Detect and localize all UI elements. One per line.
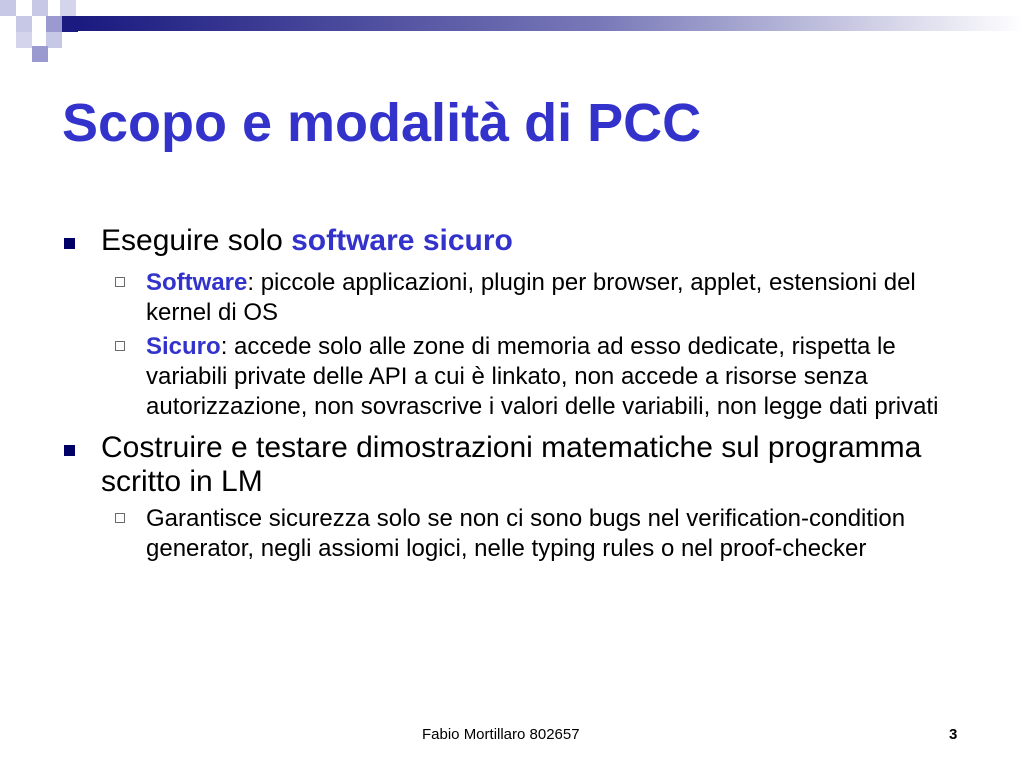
sub-bullet-emphasis: Sicuro xyxy=(146,333,221,360)
header-decoration xyxy=(0,0,1024,70)
deco-square xyxy=(32,46,48,62)
page-number: 3 xyxy=(949,726,958,743)
sub-bullet-text: : piccole applicazioni, plugin per browser, applet, estensioni del kernel di OS xyxy=(146,269,916,326)
bullet-text: Costruire e testare dimostrazioni matematiche sul programma scritto in LM xyxy=(101,431,922,498)
hollow-square-bullet-icon xyxy=(115,277,125,287)
deco-square xyxy=(0,0,16,16)
deco-square xyxy=(46,16,62,32)
sub-bullet-item xyxy=(62,504,962,564)
deco-square xyxy=(16,32,32,48)
header-gradient-bar xyxy=(78,16,1024,31)
hollow-square-bullet-icon xyxy=(115,513,125,523)
bullet-text: Eseguire solo xyxy=(101,224,292,257)
sub-bullet-item xyxy=(62,332,962,422)
sub-bullet-emphasis: Software xyxy=(146,269,248,296)
bullet-emphasis: software sicuro xyxy=(291,224,513,257)
deco-square xyxy=(32,16,48,32)
deco-square xyxy=(16,0,32,16)
deco-square xyxy=(16,16,32,32)
deco-square xyxy=(46,32,62,48)
slide-title: Scopo e modalità di PCC xyxy=(62,93,702,153)
bullet-item xyxy=(62,431,962,499)
deco-square xyxy=(32,0,48,16)
square-bullet-icon xyxy=(64,238,75,249)
sub-bullet-text: Garantisce sicurezza solo se non ci sono bugs nel verification-condition generator, negli assiomi logici, nelle typing rules o nel proof-checker xyxy=(146,505,906,562)
bullet-item xyxy=(62,224,962,258)
hollow-square-bullet-icon xyxy=(115,341,125,351)
sub-bullet-text: : accede solo alle zone di memoria ad esso dedicate, rispetta le variabili private delle API a cui è linkato, non accede a risorse senza autorizzazione, non sovrascrive i valori delle variabili, non legge dati privati xyxy=(146,333,939,420)
slide-body xyxy=(62,224,962,564)
deco-square xyxy=(62,16,78,32)
sub-bullet-item xyxy=(62,268,962,328)
footer-author: Fabio Mortillaro 802657 xyxy=(422,726,580,743)
deco-square xyxy=(60,0,76,16)
square-bullet-icon xyxy=(64,445,75,456)
